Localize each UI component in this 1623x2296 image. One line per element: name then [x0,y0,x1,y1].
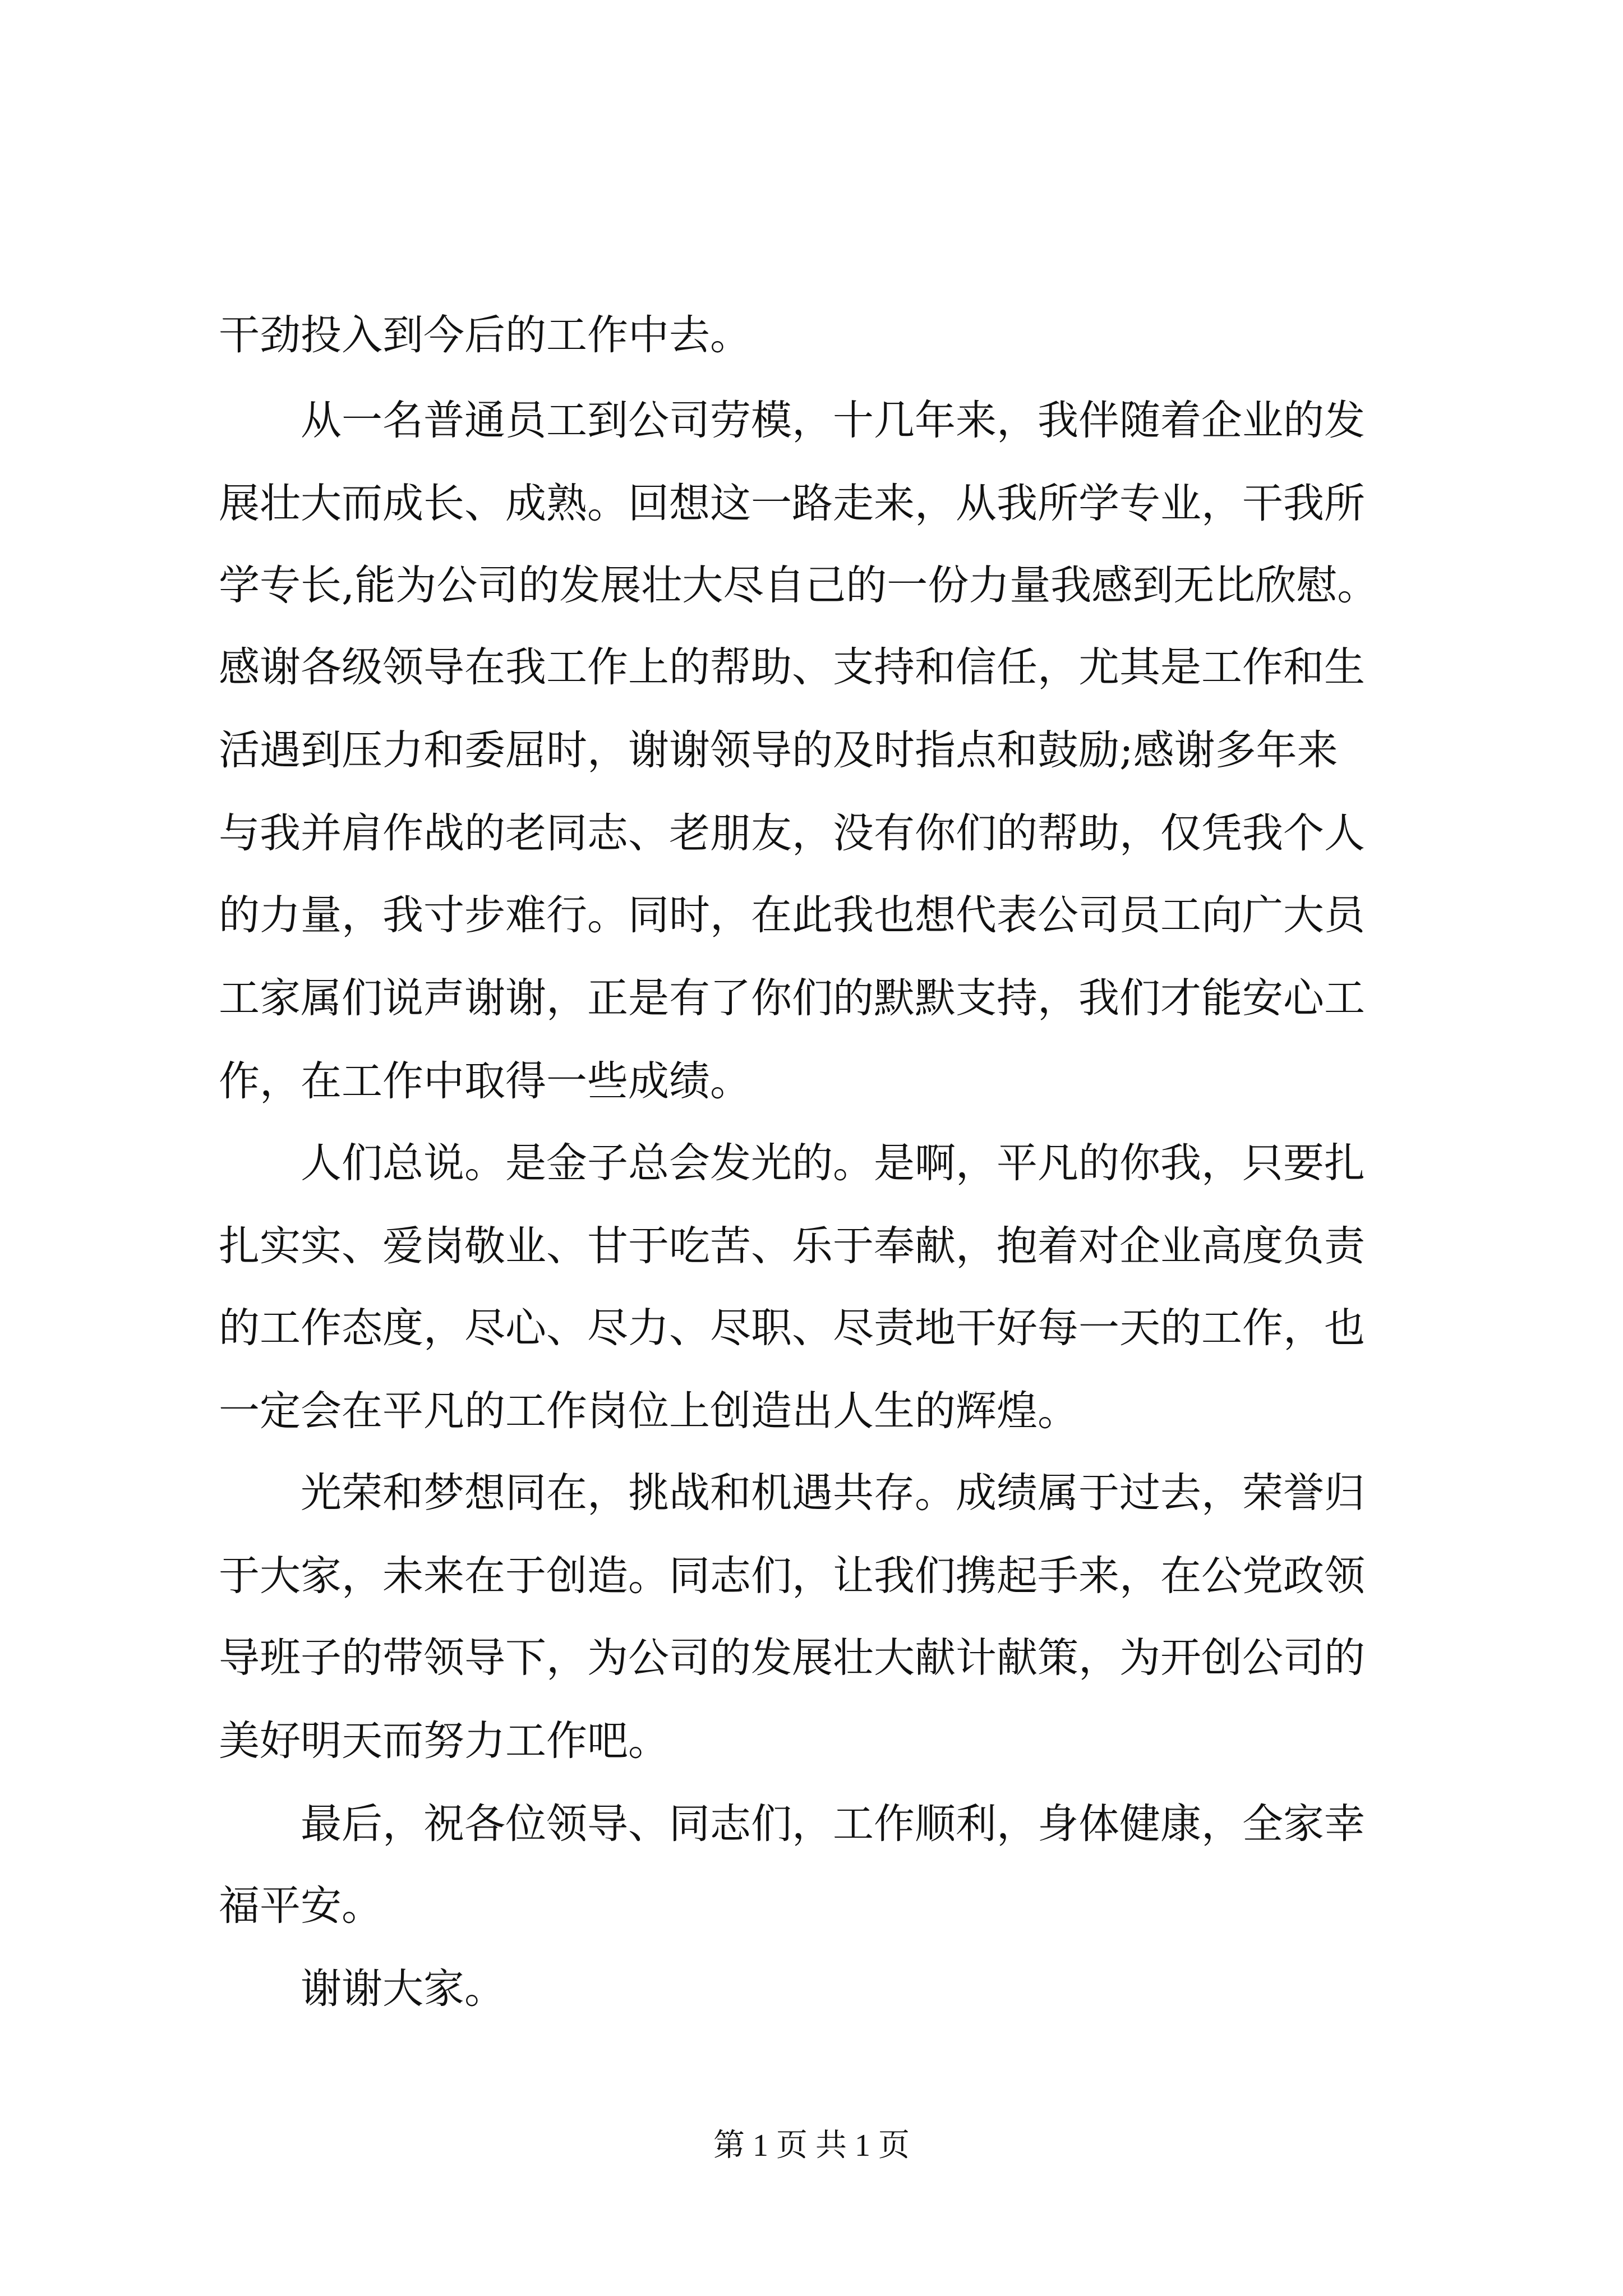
text-line: 导班子的带领导下，为公司的发展壮大献计献策，为开创公司的 [219,1634,1365,1682]
text-line: 于大家，未来在于创造。同志们，让我们携起手来，在公党政领 [219,1552,1365,1600]
text-line: 谢谢大家。 [219,1965,505,2013]
text-line: 与我并肩作战的老同志、老朋友，没有你们的帮助，仅凭我个人 [219,809,1365,857]
text-line: 一定会在平凡的工作岗位上创造出人生的辉煌。 [219,1387,1078,1435]
page-footer: 第 1 页 共 1 页 [713,2128,910,2163]
text-line: 福平安。 [219,1882,382,1930]
text-line: 的力量，我寸步难行。同时，在此我也想代表公司员工向广大员 [219,891,1365,939]
text-line: 从一名普通员工到公司劳模，十几年来，我伴随着企业的发 [219,397,1365,444]
text-line: 美好明天而努力工作吧。 [219,1717,669,1765]
text-line: 扎实实、爱岗敬业、甘于吃苦、乐于奉献，抱着对企业高度负责 [219,1222,1365,1270]
text-line: 干劲投入到今后的工作中去。 [219,311,751,359]
text-line: 最后，祝各位领导、同志们，工作顺利，身体健康，全家幸 [219,1800,1365,1848]
text-line: 作，在工作中取得一些成绩。 [219,1057,751,1105]
text-line: 感谢各级领导在我工作上的帮助、支持和信任，尤其是工作和生 [219,643,1365,691]
text-line: 工家属们说声谢谢，正是有了你们的默默支持，我们才能安心工 [219,974,1365,1022]
text-line: 活遇到压力和委屈时，谢谢领导的及时指点和鼓励;感谢多年来 [219,726,1338,774]
text-line: 学专长,能为公司的发展壮大尽自己的一份力量我感到无比欣慰。 [219,562,1378,609]
text-line: 光荣和梦想同在，挑战和机遇共存。成绩属于过去，荣誉归 [219,1469,1365,1517]
text-line: 展壮大而成长、成熟。回想这一路走来，从我所学专业，干我所 [219,480,1365,527]
text-line: 人们总说。是金子总会发光的。是啊，平凡的你我，只要扎 [219,1139,1365,1187]
text-line: 的工作态度，尽心、尽力、尽职、尽责地干好每一天的工作，也 [219,1304,1365,1352]
